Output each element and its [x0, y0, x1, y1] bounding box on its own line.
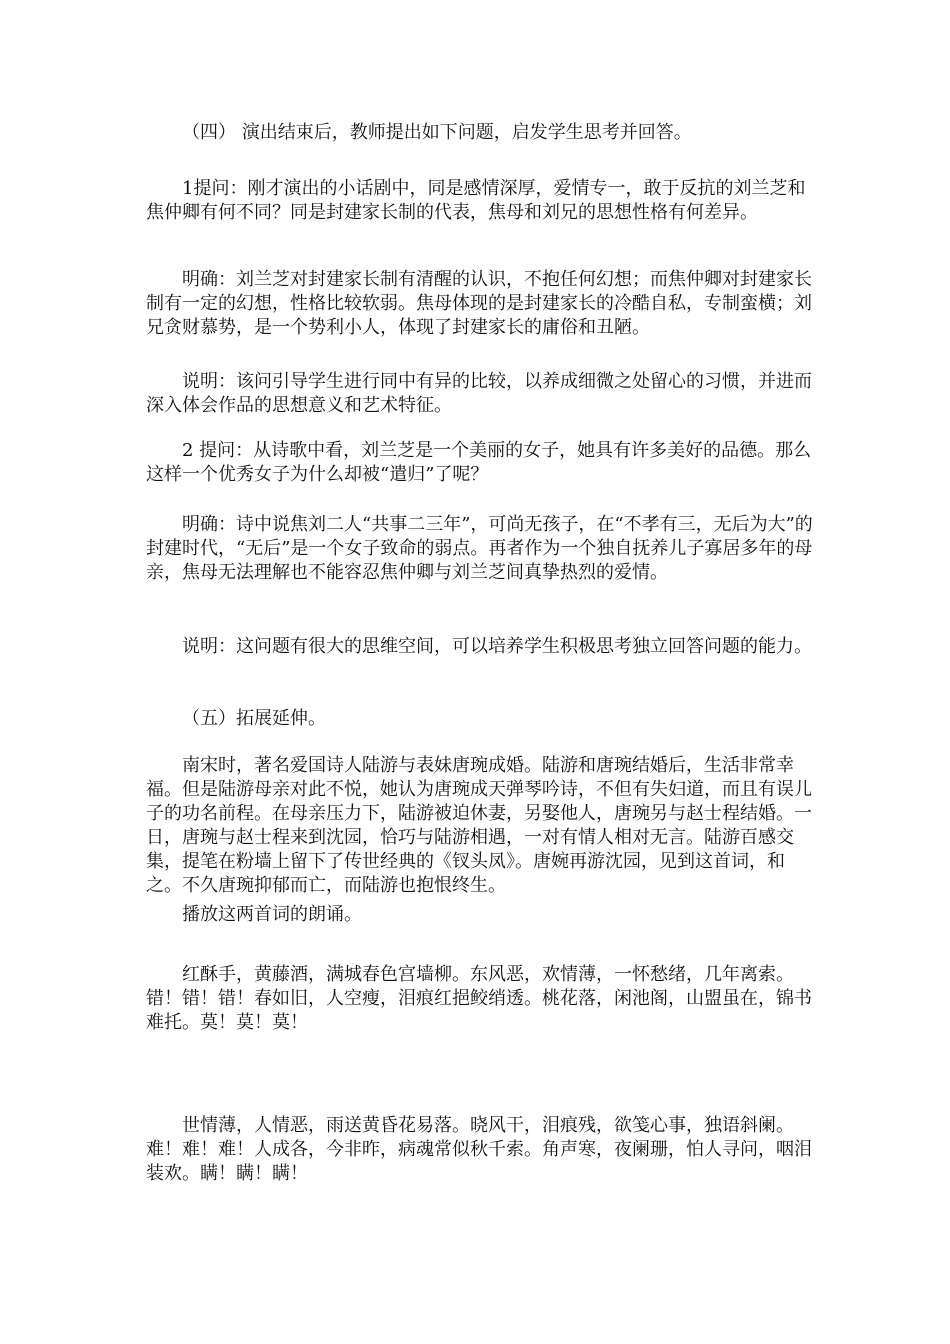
section-five-heading: （五）拓展延伸。	[182, 708, 326, 729]
poem-lu-you: 红酥手，黄藤酒，满城春色宫墙柳。东风恶，欢情薄，一怀愁绪，几年离索。错！错！错！春如旧，人空瘦，泪痕红挹鲛绡透。桃花落，闲池阁，山盟虽在，锦书难托。莫！莫！莫！	[146, 964, 812, 1033]
answer-two: 明确：诗中说焦刘二人“共事二三年”，可尚无孩子，在“不孝有三，无后为大”的封建时代，“无后”是一个女子致命的弱点。再者作为一个独自抚养儿子寡居多年的母亲，焦母无法理解也不能容忍焦仲卿与刘兰芝间真挚热烈的爱情。	[146, 514, 813, 583]
note-one: 说明：该问引导学生进行同中有异的比较，以养成细微之处留心的习惯，并进而深入体会作品的思想意义和艺术特征。	[146, 371, 812, 416]
recitation-note: 播放这两首词的朗诵。	[182, 904, 362, 925]
question-two: 2 提问：从诗歌中看，刘兰芝是一个美丽的女子，她具有许多美好的品德。那么这样一个优秀女子为什么却被“遣归”了呢？	[146, 440, 812, 485]
note-two: 说明：这问题有很大的思维空间，可以培养学生积极思考独立回答问题的能力。	[182, 636, 812, 657]
section-four-heading: （四） 演出结束后，教师提出如下问题，启发学生思考并回答。	[182, 122, 692, 143]
background-story: 南宋时，著名爱国诗人陆游与表妹唐琬成婚。陆游和唐琬结婚后，生活非常幸福。但是陆游母亲对此不悦，她认为唐琬成天弹琴吟诗，不但有失妇道，而且有误儿子的功名前程。在母亲压力下，陆游被迫休妻，另娶他人，唐琬另与赵士程结婚。一日，唐琬与赵士程来到沈园，恰巧与陆游相遇，一对有情人相对无言。陆游百感交集，提笔在粉墙上留下了传世经典的《钗头凤》。唐婉再游沈园，见到这首词，和之。不久唐琬抑郁而亡，而陆游也抱恨终生。	[146, 755, 812, 896]
answer-one: 明确：刘兰芝对封建家长制有清醒的认识，不抱任何幻想；而焦仲卿对封建家长制有一定的幻想，性格比较软弱。焦母体现的是封建家长的冷酷自私，专制蛮横；刘兄贪财慕势，是一个势利小人，体现了封建家长的庸俗和丑陋。	[146, 269, 812, 338]
question-one: 1提问：刚才演出的小话剧中，同是感情深厚，爱情专一，敢于反抗的刘兰芝和焦仲卿有何不同？同是封建家长制的代表，焦母和刘兄的思想性格有何差异。	[146, 178, 806, 223]
poem-tang-wan: 世情薄，人情恶，雨送黄昏花易落。晓风干，泪痕残，欲笺心事，独语斜阑。难！难！难！人成各，今非昨，病魂常似秋千索。角声寒，夜阑珊，怕人寻问，咽泪装欢。瞒！瞒！瞒！	[146, 1115, 812, 1184]
